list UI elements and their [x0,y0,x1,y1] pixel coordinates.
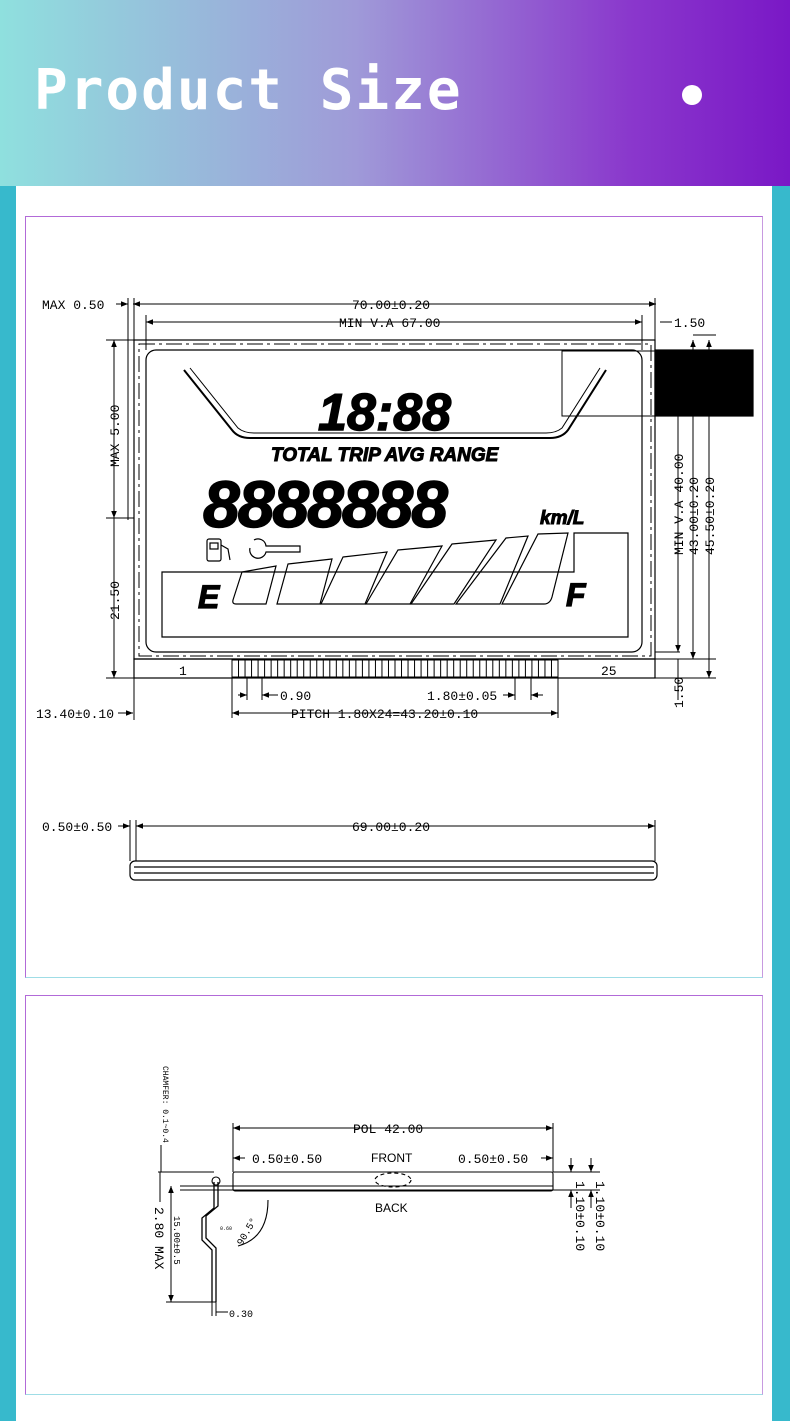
trip-labels: TOTAL TRIP AVG RANGE [271,445,499,466]
thickness-label: 2.80 MAX [151,1207,166,1270]
dim-1340-label: 13.40±0.10 [36,707,115,722]
fuel-empty-label: E [198,579,220,615]
fuel-pump-hose [221,545,230,560]
max-5-label: MAX 5.00 [108,404,123,467]
pitch-total-label: PITCH 1.80X24=43.20±0.10 [291,707,479,722]
section-marker [375,1173,411,1187]
dim-4550-label: 45.50±0.20 [703,476,718,555]
left-offset-label: 0.50±0.50 [252,1152,323,1167]
pin-lines [239,660,552,677]
pin-thickness-label: 0.30 [229,1310,254,1321]
bend-label: 0.60 [220,1226,233,1232]
dim-2150-label: 21.50 [108,580,123,620]
front-label: FRONT [371,1151,413,1165]
max-050-label: MAX 0.50 [42,298,105,313]
pin-1-label: 1 [179,664,187,679]
side-length-label: 69.00±0.20 [352,820,431,835]
pin-clip [212,1177,220,1185]
back-label: BACK [375,1201,408,1215]
page-title: Product Size [34,58,463,123]
dim-43-label: 43.00±0.20 [687,476,702,555]
pin-width-label: 0.90 [280,689,312,704]
clock-digits: 18:88 [318,384,451,442]
side-offset-label: 0.50±0.50 [42,820,113,835]
polarizer-tab [655,350,753,416]
angle-label: 90.5° [235,1216,261,1248]
odometer-digits: 8888888 [203,467,446,541]
side-glass-outline [130,861,657,880]
width-70-label: 70.00±0.20 [352,298,431,313]
dim-150-label: 1.50 [672,676,687,708]
glass-back-label: 1.10±0.10 [592,1181,607,1252]
fuel-pump-icon [207,539,221,561]
unit-label: km/L [540,508,585,529]
fuel-gauge-frame [162,533,628,637]
pin-length-label: 15.00±0.5 [171,1216,181,1265]
margin-150-label: 1.50 [674,316,706,331]
fuel-segment [502,533,568,604]
glass-front-label: 1.10±0.10 [572,1181,587,1252]
pin-pitch-label: 1.80±0.05 [427,689,498,704]
min-va-40-label: MIN V.A 40.00 [672,453,687,555]
width-67-label: MIN V.A 67.00 [339,316,441,331]
fuel-pump-window [210,543,218,549]
pin-25-label: 25 [601,664,617,679]
pin-profile [202,1182,214,1302]
chamfer-label: CHAMFER: 0.1~0.4 [160,1066,169,1143]
fuel-segment [321,552,387,604]
wrench-icon [250,539,300,558]
right-offset-label: 0.50±0.50 [458,1152,529,1167]
pol-label: POL 42.00 [353,1122,424,1137]
polarizer-front [233,1172,553,1191]
fuel-full-label: F [566,577,586,613]
